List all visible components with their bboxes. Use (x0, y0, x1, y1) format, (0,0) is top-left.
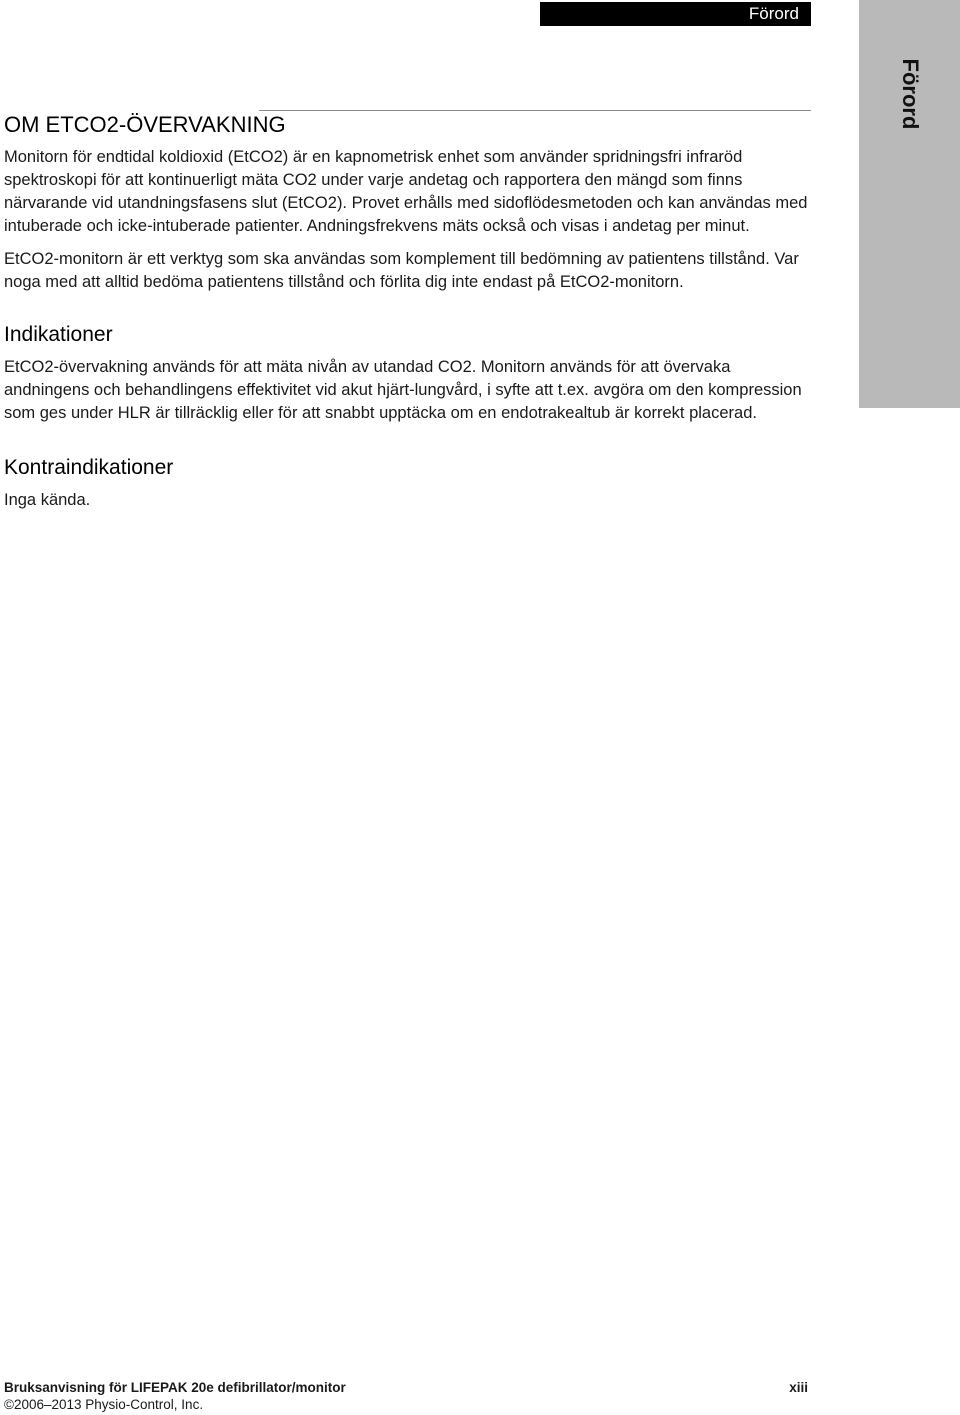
header-chapter-tab (540, 2, 811, 26)
footer-page-number: xiii (789, 1380, 808, 1395)
section-title-contraindications: Kontraindikationer (4, 456, 174, 479)
main-content (4, 112, 812, 512)
section-title-etco2: OM ETCO2-ÖVERVAKNING (4, 112, 286, 137)
footer-manual-title: Bruksanvisning för LIFEPAK 20e defibrillator/monitor (4, 1380, 346, 1395)
etco2-paragraph-1: Monitorn för endtidal koldioxid (EtCO2) är en kapnometrisk enhet som använder spridningsfri infraröd spektroskopi för att kontinuerligt mäta CO2 under varje andetag och rapportera den mängd som finns närvarande vid utandningsfasens slut (EtCO2). Provet erhålls med sidoflödesmetoden och kan användas med intuberade och icke-intuberade patienter. Andningsfrekvens mäts också och visas i andetag per minut. (4, 148, 808, 235)
contraindications-paragraph: Inga kända. (4, 491, 91, 509)
section-title-indications: Indikationer (4, 323, 113, 346)
side-chapter-tab (859, 0, 960, 408)
heading-divider (259, 110, 811, 111)
header-chapter-label: Förord (748, 4, 799, 23)
side-chapter-label: Förord (897, 58, 923, 130)
etco2-paragraph-2: EtCO2-monitorn är ett verktyg som ska användas som komplement till bedömning av patientens tillstånd. Var noga med att alltid bedöma patientens tillstånd och förlita dig inte endast på EtCO2-monitorn. (4, 250, 799, 291)
footer-copyright: ©2006–2013 Physio-Control, Inc. (4, 1397, 204, 1412)
indications-paragraph: EtCO2-övervakning används för att mäta nivån av utandad CO2. Monitorn används för att övervaka andningens och behandlingens effektivitet vid akut hjärt-lungvård, i syfte att t.ex. avgöra om den kompression som ges under HLR är tillräcklig eller för att snabbt upptäcka om en endotrakealtub är korrekt placerad. (4, 358, 802, 422)
